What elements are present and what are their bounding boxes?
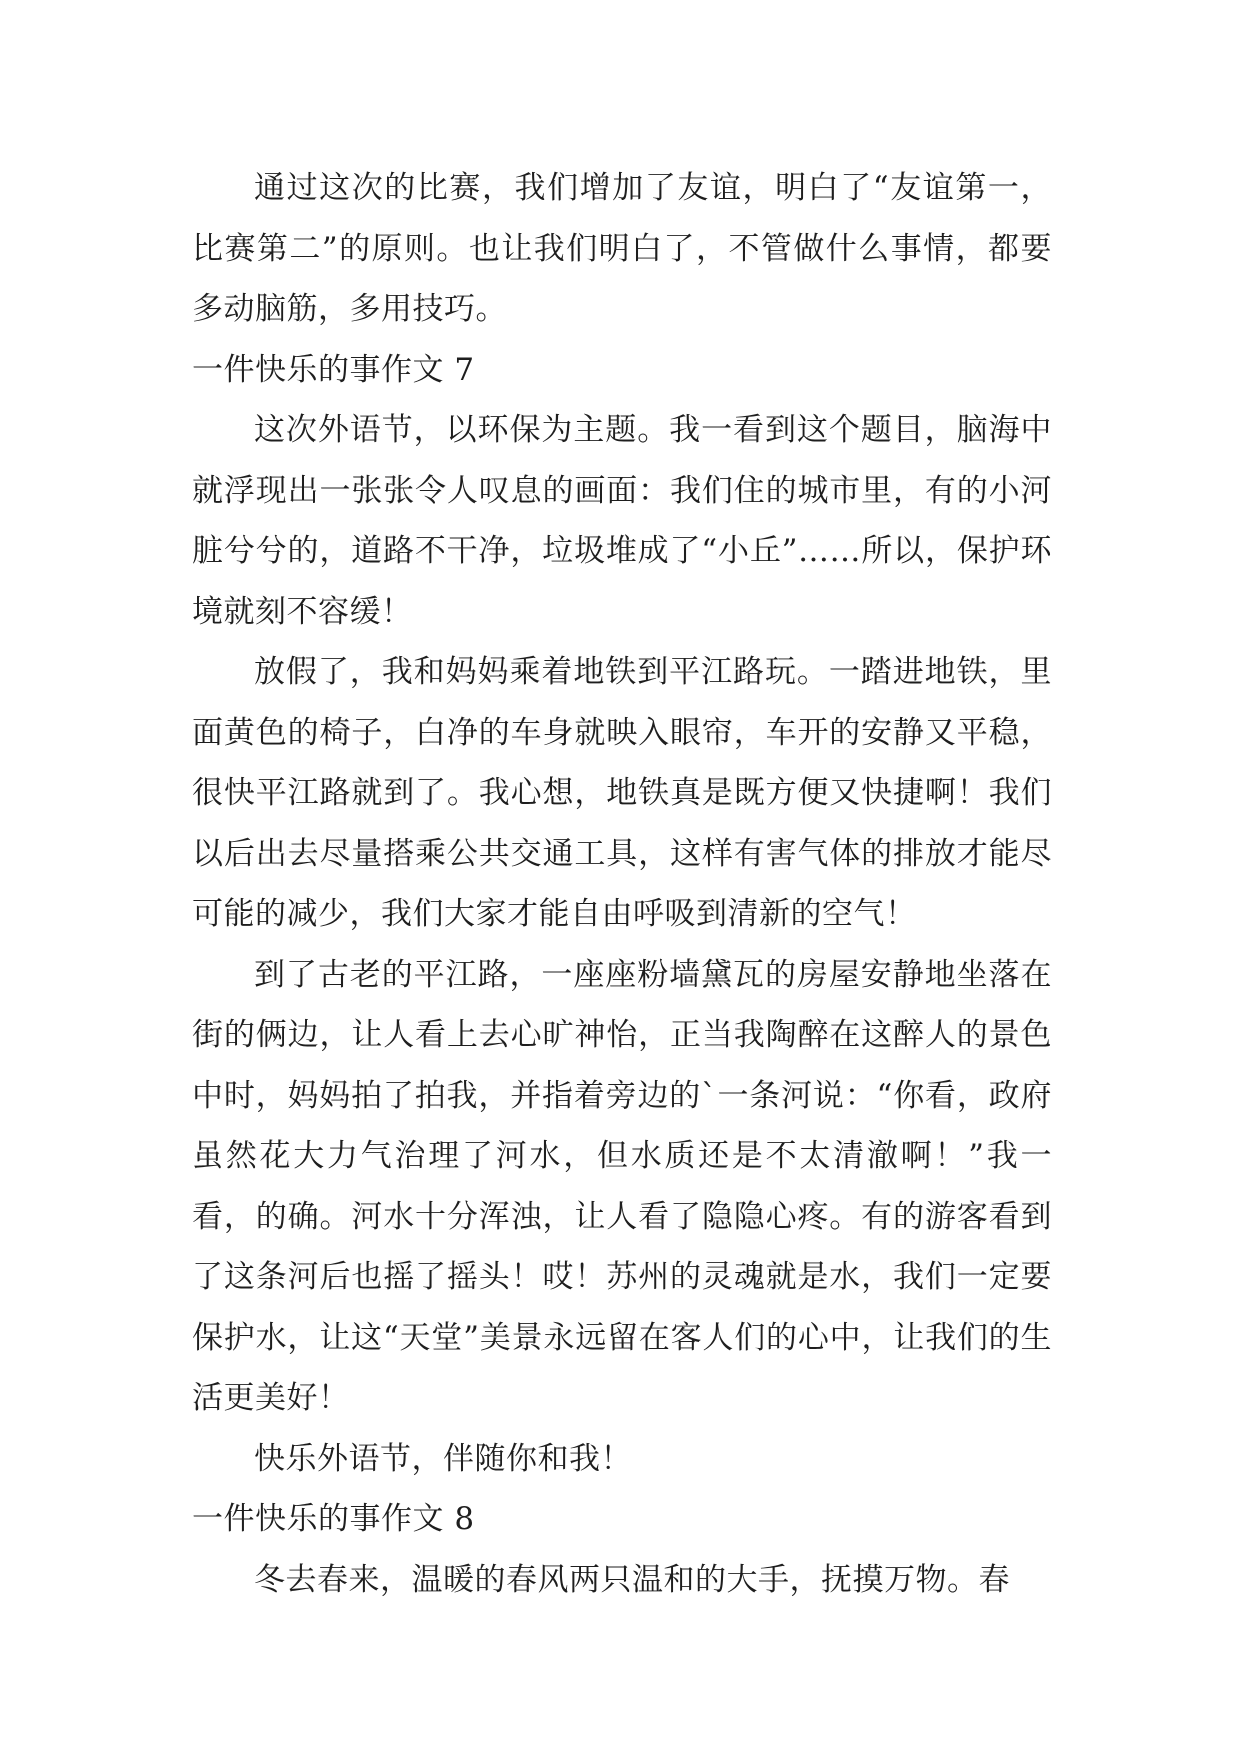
paragraph-subway-trip: 放假了，我和妈妈乘着地铁到平江路玩。一踏进地铁，里面黄色的椅子，白净的车身就映入眼帘，车开的安静又平稳，很快平江路就到了。我心想，地铁真是既方便又快捷啊！我们以后出去尽量搭乘公共交通工具，这样有害气体的排放才能尽可能的减少，我们大家才能自由呼吸到清新的空气！ <box>192 654 1052 932</box>
paragraph-closing: 快乐外语节，伴随你和我！ <box>254 1440 632 1477</box>
paragraph-spring-opening: 冬去春来，温暖的春风两只温和的大手，抚摸万物。春 <box>254 1561 1010 1598</box>
document-body <box>192 158 1052 1610</box>
paragraph-friendship-lesson: 通过这次的比赛，我们增加了友谊，明白了“友谊第一，比赛第二”的原则。也让我们明白了，不管做什么事情，都要多动脑筋，多用技巧。 <box>192 170 1052 327</box>
paragraph-pingjiang-road: 到了古老的平江路，一座座粉墙黛瓦的房屋安静地坐落在街的俩边，让人看上去心旷神怡，正当我陶醉在这醉人的景色中时，妈妈拍了拍我，并指着旁边的`一条河说：“你看，政府虽然花大力气治理了河水，但水质还是不太清澈啊！”我一看，的确。河水十分浑浊，让人看了隐隐心疼。有的游客看到了这条河后也摇了摇头！哎！苏州的灵魂就是水，我们一定要保护水，让这“天堂”美景永远留在客人们的心中，让我们的生活更美好！ <box>192 956 1052 1416</box>
section-heading-8: 一件快乐的事作文 8 <box>192 1501 475 1537</box>
paragraph-environment-theme: 这次外语节，以环保为主题。我一看到这个题目，脑海中就浮现出一张张令人叹息的画面：我们住的城市里，有的小河脏兮兮的，道路不干净，垃圾堆成了“小丘”……所以，保护环境就刻不容缓！ <box>192 412 1052 630</box>
section-heading-7: 一件快乐的事作文 7 <box>192 351 475 388</box>
